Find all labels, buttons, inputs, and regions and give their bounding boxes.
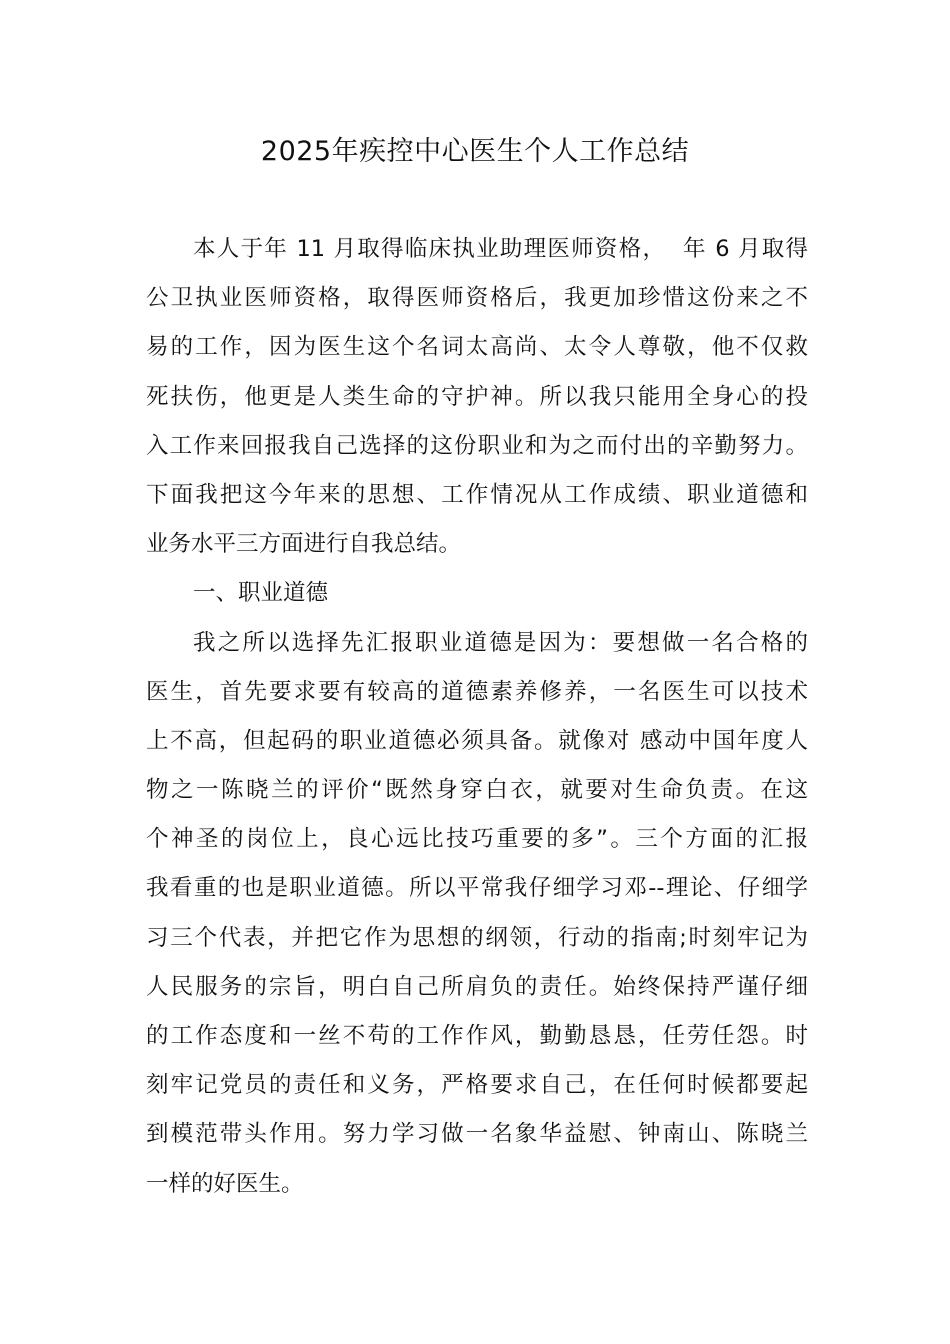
paragraph-2-line: 习三个代表，并把它作为思想的纲领，行动的指南;时刻牢记为 xyxy=(146,924,808,951)
document-body xyxy=(146,225,808,1209)
document-title: 2025年疾控中心医生个人工作总结 xyxy=(260,136,690,167)
paragraph-1-line: 公卫执业医师资格，取得医师资格后，我更加珍惜这份来之不 xyxy=(146,285,808,312)
paragraph-2-line: 刻牢记党员的责任和义务，严格要求自己，在任何时候都要起 xyxy=(146,1072,808,1099)
paragraph-2-line: 个神圣的岗位上，良心远比技巧重要的多”。三个方面的汇报 xyxy=(146,826,808,853)
paragraph-1-line: 下面我把这今年来的思想、工作情况从工作成绩、职业道德和 xyxy=(146,481,808,508)
paragraph-2-line: 到模范带头作用。努力学习做一名象华益慰、钟南山、陈晓兰 xyxy=(146,1121,808,1148)
paragraph-1-line: 本人于年 11 月取得临床执业助理医师资格， 年 6 月取得 xyxy=(193,236,808,262)
section-heading: 一、职业道德 xyxy=(193,580,329,607)
paragraph-1-line: 入工作来回报我自己选择的这份职业和为之而付出的辛勤努力。 xyxy=(146,432,808,459)
paragraph-2-line: 物之一陈晓兰的评价“既然身穿白衣，就要对生命负责。在这 xyxy=(146,777,808,804)
paragraph-2-line: 的工作态度和一丝不苟的工作作风，勤勤恳恳，任劳任怨。时 xyxy=(146,1023,808,1049)
paragraph-2-line: 我之所以选择先汇报职业道德是因为：要想做一名合格的 xyxy=(193,629,808,656)
paragraph-2-line: 一样的好医生。 xyxy=(146,1170,304,1197)
paragraph-2-line: 上不高，但起码的职业道德必须具备。就像对 感动中国年度人 xyxy=(146,727,808,754)
paragraph-2-line: 人民服务的宗旨，明白自己所肩负的责任。始终保持严谨仔细 xyxy=(146,973,808,1000)
paragraph-2-line: 医生，首先要求要有较高的道德素养修养，一名医生可以技术 xyxy=(146,678,808,705)
paragraph-2-line: 我看重的也是职业道德。所以平常我仔细学习邓--理论、仔细学 xyxy=(146,875,808,902)
paragraph-1-line: 业务水平三方面进行自我总结。 xyxy=(146,531,462,558)
paragraph-1-line: 易的工作，因为医生这个名词太高尚、太令人尊敬，他不仅救 xyxy=(146,334,808,361)
paragraph-1-line: 死扶伤，他更是人类生命的守护神。所以我只能用全身心的投 xyxy=(146,383,808,410)
